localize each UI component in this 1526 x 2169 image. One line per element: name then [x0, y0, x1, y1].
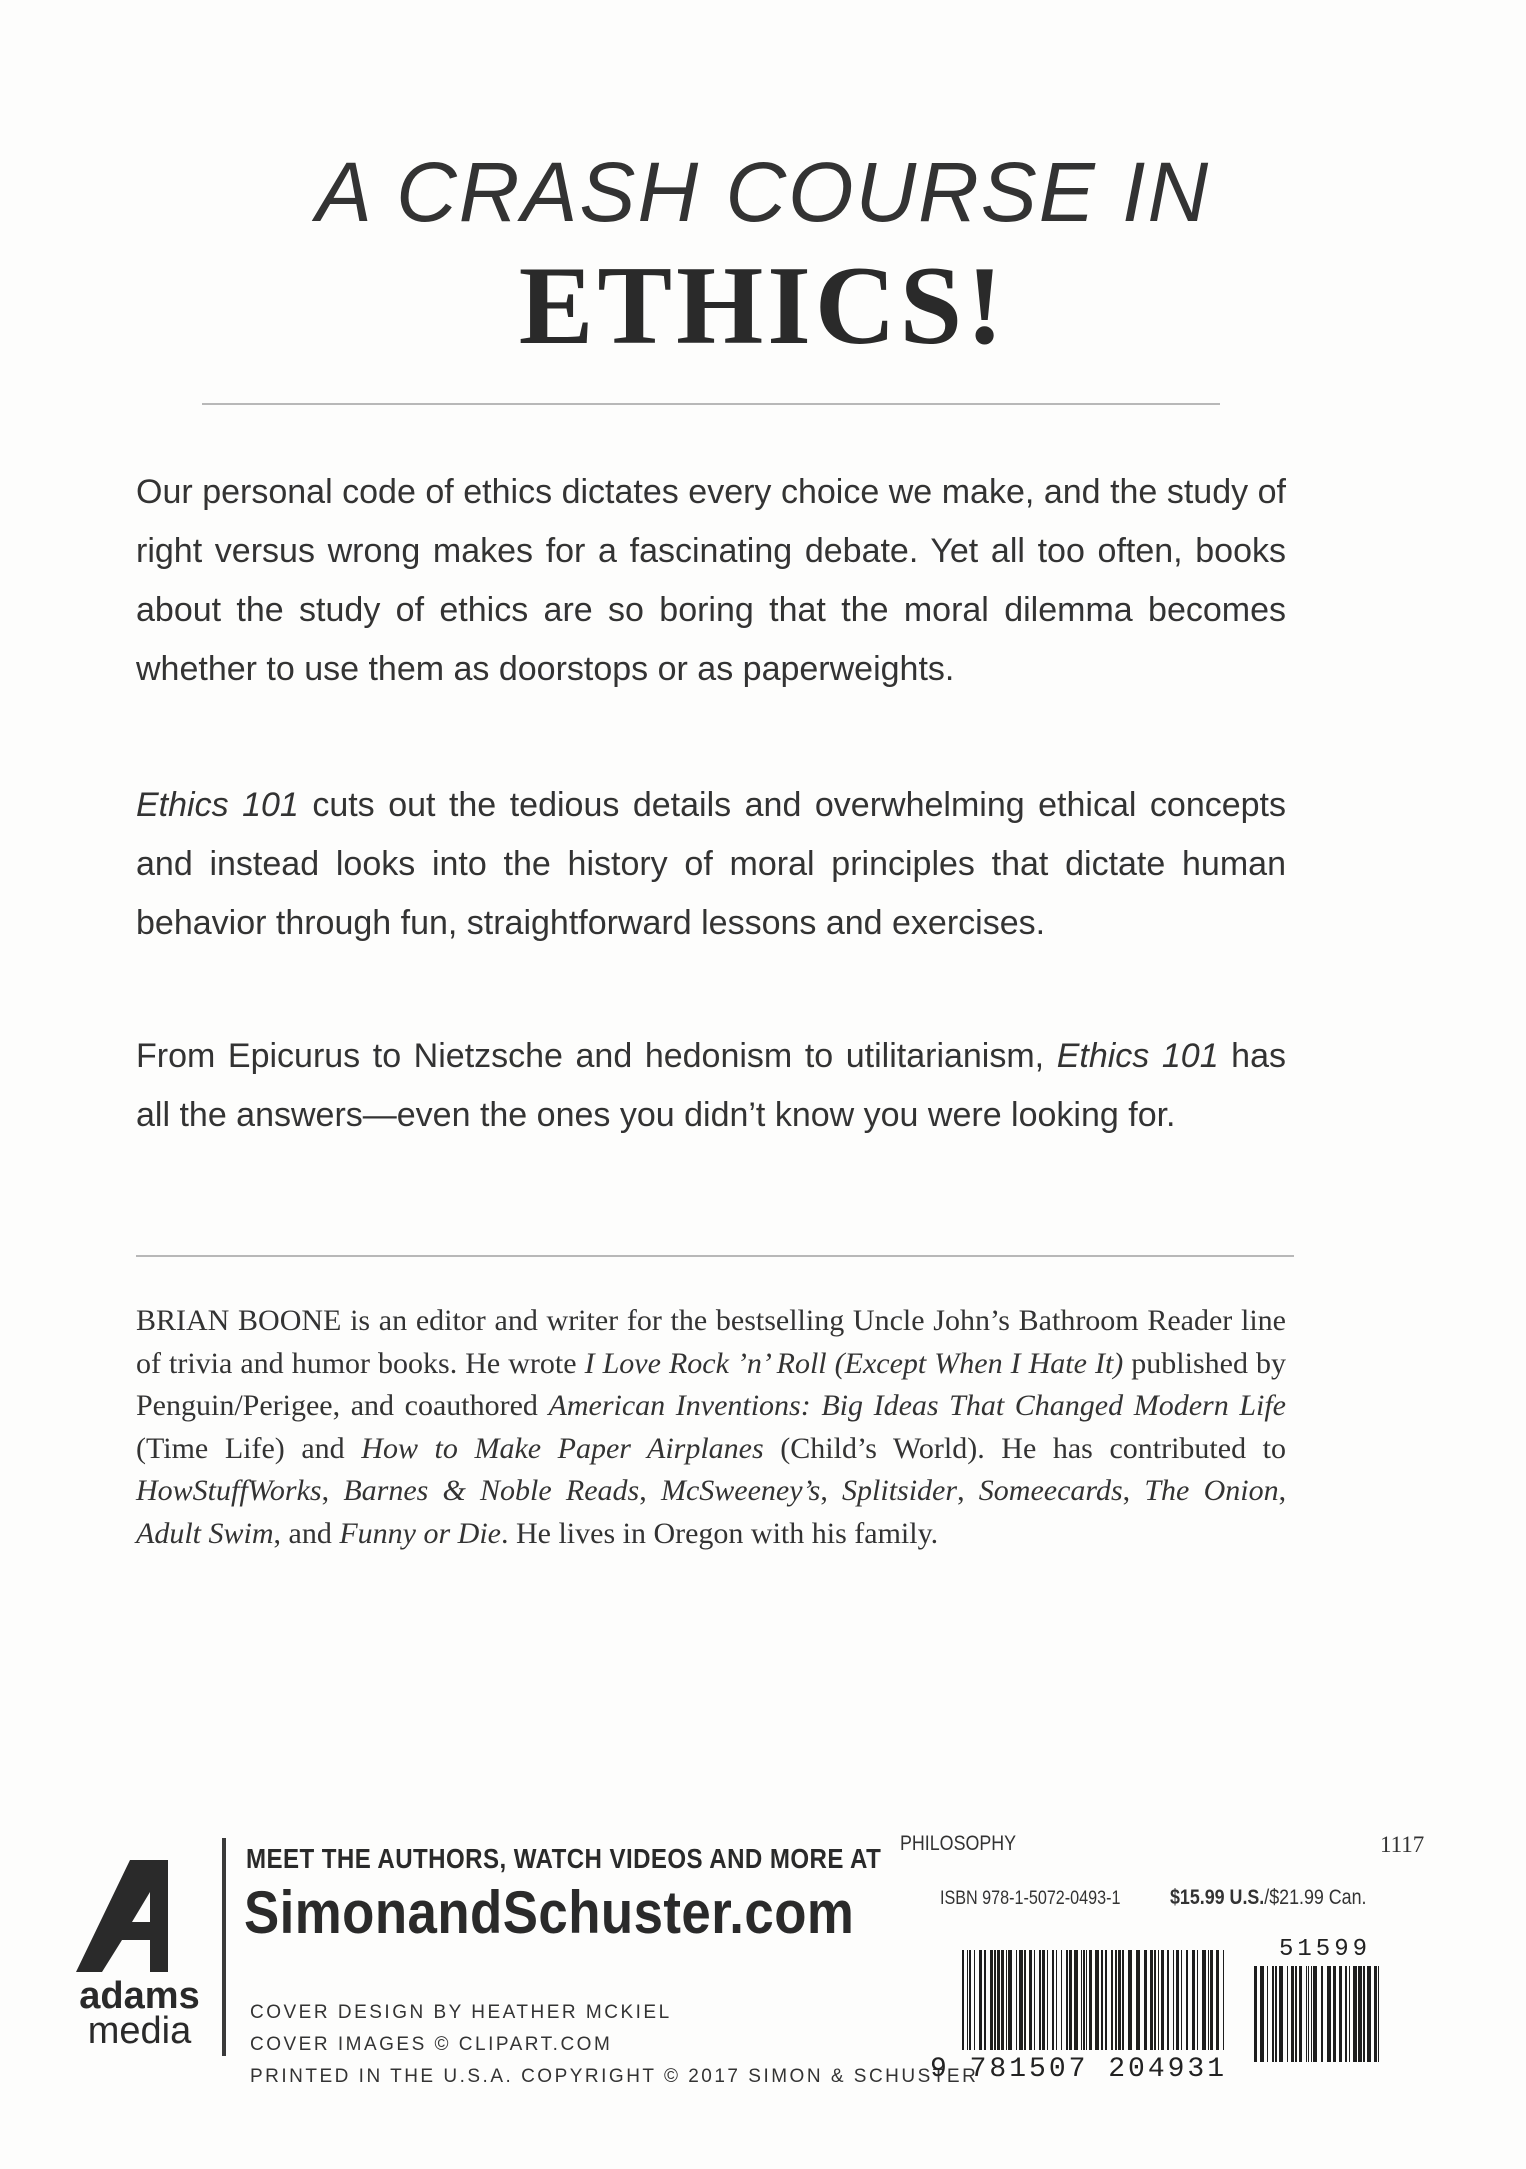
barcode-bar — [1019, 1950, 1023, 2050]
barcode-bar — [1173, 1950, 1174, 2050]
barcode-bar — [1378, 1966, 1379, 2062]
barcode-bar — [990, 1950, 993, 2050]
barcode-bar — [1176, 1950, 1179, 2050]
barcode-bar — [1161, 1950, 1164, 2050]
bio-title: The Onion — [1144, 1474, 1279, 1507]
barcode-bar — [1216, 1950, 1219, 2050]
blurb-paragraph-3 — [136, 1027, 1286, 1145]
barcode-bar — [1128, 1950, 1132, 2050]
barcode-bar — [1374, 1966, 1377, 2062]
barcode-bar — [1056, 1950, 1057, 2050]
barcode-bar — [1118, 1950, 1121, 2050]
barcode-bar — [1306, 1966, 1307, 2062]
barcode-bar — [1267, 1966, 1268, 2062]
barcode-bar — [1086, 1950, 1087, 2050]
bio-title: Splitsider — [842, 1474, 958, 1507]
barcode-bar — [1363, 1966, 1365, 2062]
bio-title: Adult Swim — [136, 1516, 274, 1550]
barcode-bar — [1008, 1950, 1012, 2050]
barcode-addon-digits: 51599 — [1279, 1936, 1372, 1963]
bio-text: . He lives in Oregon with his family. — [500, 1516, 939, 1550]
barcode-bar — [974, 1950, 975, 2050]
barcode-bar — [1074, 1950, 1078, 2050]
barcode-bar — [1024, 1950, 1026, 2050]
barcode-bar — [1039, 1950, 1041, 2050]
barcode-bar — [1287, 1966, 1288, 2062]
logo-word-media: media — [87, 2010, 192, 2052]
barcode-bar — [967, 1950, 968, 2050]
barcode-bar — [1367, 1966, 1371, 2062]
category-label: PHILOSOPHY — [900, 1832, 1017, 1855]
barcode-addon-icon — [1252, 1966, 1384, 2062]
barcode-bar — [969, 1950, 971, 2050]
barcode-bar — [1016, 1950, 1017, 2050]
barcode-bar — [1089, 1950, 1092, 2050]
barcode-bar — [1061, 1950, 1062, 2050]
publisher-logo — [72, 1858, 207, 2052]
barcode-bar — [1081, 1950, 1082, 2050]
bio-text: (Child’s World). He has contributed to — [763, 1431, 1286, 1465]
heading-line1: A CRASH COURSE IN — [315, 145, 1211, 239]
barcode-bar — [1349, 1966, 1350, 2062]
logo-word-adams: adams — [79, 1975, 200, 2017]
bio-title: I Love Rock ’n’ Roll (Except When I Hate It) — [584, 1346, 1124, 1380]
bio-text: (Time Life) and — [136, 1431, 362, 1465]
barcode-bar — [1333, 1966, 1336, 2062]
barcode-bar — [1311, 1966, 1312, 2062]
barcode-bar — [1345, 1966, 1347, 2062]
barcode-bar — [1192, 1950, 1195, 2050]
barcode-bar — [1223, 1950, 1224, 2050]
barcode-bar — [1150, 1950, 1153, 2050]
barcode-bar — [1034, 1950, 1035, 2050]
barcode-bar — [984, 1950, 986, 2050]
barcode-bar — [1001, 1950, 1004, 2050]
bio-text: , — [1278, 1474, 1287, 1507]
publisher-website: SimonandSchuster.com — [244, 1879, 855, 1946]
credit-printed: PRINTED IN THE U.S.A. COPYRIGHT © 2017 SIMON & SCHUSTER — [250, 2066, 979, 2087]
book-title: Ethics 101 — [136, 786, 299, 824]
barcode-bar — [1006, 1950, 1007, 2050]
bio-text: , — [820, 1474, 843, 1507]
blurb-text: has all the answers—even the ones you didn’t know you were looking for. — [136, 1037, 1286, 1134]
heading-title: ETHICS! — [518, 244, 1008, 368]
barcode-bar — [1202, 1950, 1206, 2050]
barcode-bar — [1167, 1950, 1169, 2050]
barcode-bar — [1144, 1950, 1147, 2050]
blurb-paragraph-1: Our personal code of ethics dictates every choice we make, and the study of right versus wrong makes for a fascinating debate. Yet all too often, books about the study of ethics are so boring that the moral dilemma becomes whether to use them as doorstops or as paperweights. — [136, 473, 1286, 688]
barcode-bar — [1358, 1966, 1362, 2062]
barcode-bar — [997, 1950, 1000, 2050]
bio-text: , — [639, 1474, 661, 1507]
barcode-bar — [1197, 1950, 1198, 2050]
blurb-text: From Epicurus to Nietzsche and hedonism to utilitarianism, — [136, 1037, 1057, 1075]
barcode-bar — [1154, 1950, 1156, 2050]
barcode-bar — [1275, 1966, 1277, 2062]
barcode-bar — [1095, 1950, 1099, 2050]
price-us: $15.99 U.S. — [1170, 1886, 1265, 1909]
barcode-bar — [1208, 1950, 1209, 2050]
barcode-bar — [1136, 1950, 1140, 2050]
barcode-bar — [1029, 1950, 1032, 2050]
publisher-divider — [222, 1838, 226, 2056]
credit-cover-images: COVER IMAGES © CLIPART.COM — [250, 2034, 613, 2055]
divider-top — [202, 403, 1220, 405]
barcode-bar — [1083, 1950, 1085, 2050]
bio-title: McSweeney’s — [660, 1474, 821, 1507]
barcode-bar — [1069, 1950, 1072, 2050]
bio-text: , — [1122, 1474, 1145, 1507]
barcode-bar — [1105, 1950, 1107, 2050]
credit-cover-design: COVER DESIGN BY HEATHER MCKIEL — [250, 2002, 672, 2023]
barcode-bar — [962, 1950, 964, 2050]
barcode-bar — [1052, 1950, 1054, 2050]
bio-title: Someecards — [978, 1474, 1123, 1507]
bio-text: , and — [273, 1516, 340, 1550]
author-bio — [136, 1300, 1286, 1555]
bio-title: How to Make Paper Airplanes — [361, 1431, 764, 1465]
barcode-digits: 9 781507 204931 — [930, 2054, 1228, 2085]
barcode-bar — [1299, 1966, 1302, 2062]
book-title: Ethics 101 — [1056, 1037, 1219, 1075]
bio-text: BRIAN BOONE is an editor and writer for the bestselling Uncle John’s Bathroom Reader line of trivia and humor books. He wrote — [136, 1304, 1286, 1380]
barcode-bar — [1042, 1950, 1045, 2050]
bio-title: HowStuffWorks — [136, 1474, 322, 1507]
barcode-bar — [1066, 1950, 1068, 2050]
barcode-bar — [1327, 1966, 1331, 2062]
barcode-bar — [1122, 1950, 1124, 2050]
barcode-bar — [1181, 1950, 1182, 2050]
barcode-icon — [960, 1950, 1230, 2060]
bio-text: , — [957, 1474, 979, 1507]
barcode-bar — [1339, 1966, 1342, 2062]
price — [1170, 1886, 1366, 1910]
barcode-bar — [1115, 1950, 1117, 2050]
barcode-bar — [1353, 1966, 1357, 2062]
bio-title: American Inventions: Big Ideas That Changed Modern Life — [548, 1389, 1286, 1422]
barcode-bar — [979, 1950, 982, 2050]
barcode-bar — [1101, 1950, 1103, 2050]
barcode-bar — [1254, 1966, 1257, 2062]
adams-a-logo-icon — [72, 1858, 207, 1978]
bio-title: Funny or Die — [339, 1516, 501, 1550]
barcode-bar — [1210, 1950, 1213, 2050]
barcode-bar — [1186, 1950, 1188, 2050]
divider-middle — [136, 1255, 1294, 1257]
barcode-bar — [1291, 1966, 1294, 2062]
barcode-bar — [1047, 1950, 1048, 2050]
barcode-bar — [1313, 1966, 1317, 2062]
bio-title: Barnes & Noble Reads — [343, 1474, 640, 1507]
barcode-bar — [1111, 1950, 1113, 2050]
barcode-bar — [1260, 1966, 1264, 2062]
barcode-bar — [1295, 1966, 1297, 2062]
edition-code: 1117 — [1380, 1832, 1425, 1857]
bio-text: , — [321, 1474, 344, 1507]
price-can: /$21.99 Can. — [1264, 1886, 1367, 1909]
barcode-bar — [1279, 1966, 1283, 2062]
barcode-bar — [1272, 1966, 1274, 2062]
barcode-bar — [994, 1950, 996, 2050]
promo-text: MEET THE AUTHORS, WATCH VIDEOS AND MORE AT — [246, 1843, 882, 1874]
blurb-text: cuts out the tedious details and overwhelming ethical concepts and instead looks into the history of moral principles that dictate human behavior through fun, straightforward lessons and exercises. — [136, 786, 1287, 942]
bio-text: published by Penguin/Perigee, and coauthored — [136, 1346, 1286, 1422]
barcode-bar — [1158, 1950, 1159, 2050]
isbn: ISBN 978-1-5072-0493-1 — [940, 1888, 1121, 1909]
barcode-bar — [1321, 1966, 1323, 2062]
blurb-paragraph-2 — [136, 776, 1286, 953]
barcode-bar — [1308, 1966, 1309, 2062]
